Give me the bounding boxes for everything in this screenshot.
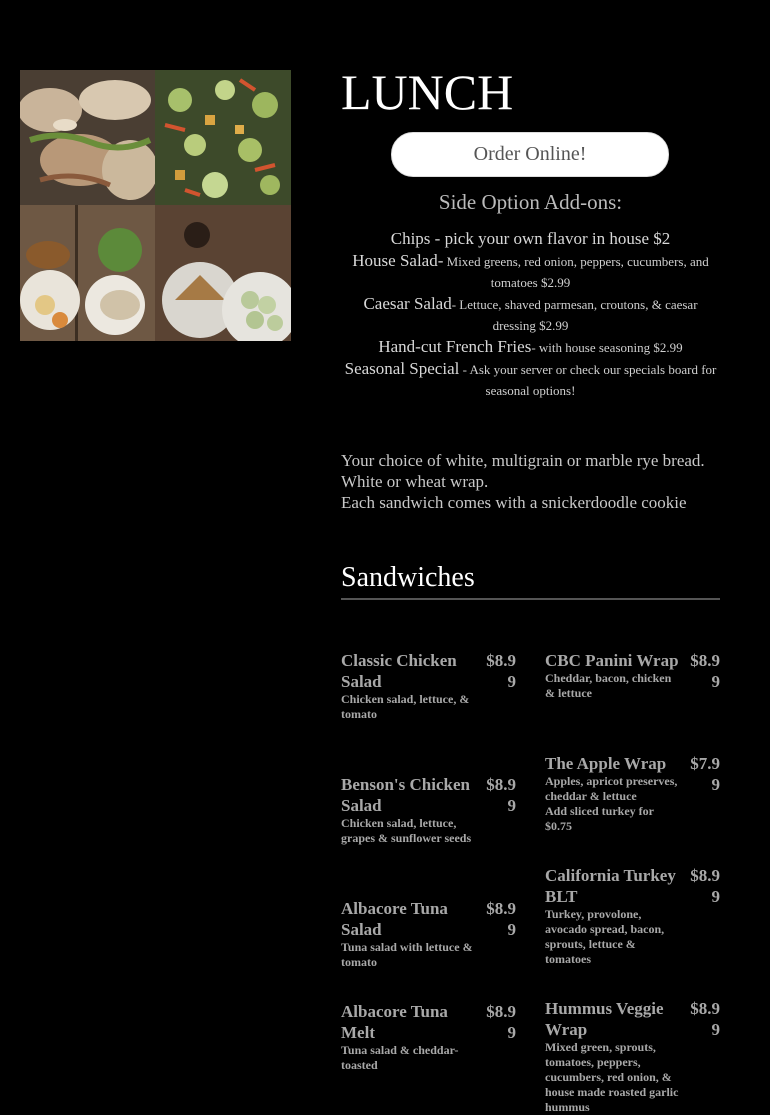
sandwich-and-wrap-photo [20, 205, 155, 341]
menu-item-desc: Tuna salad with lettuce & tomato [341, 940, 473, 969]
side-option [341, 228, 720, 250]
side-option-name: Caesar Salad [363, 294, 452, 313]
menu-item [545, 753, 720, 834]
menu-item-desc: Turkey, provolone, avocado spread, bacon, sprouts, lettuce & tomatoes [545, 907, 665, 966]
side-option-desc: - Ask your server or check our specials board for seasonal options! [459, 362, 717, 398]
menu-item-name: Classic Chicken Salad [341, 651, 457, 691]
order-online-button[interactable]: Order Online! [391, 132, 669, 177]
menu-item-name: Albacore Tuna Melt [341, 1002, 448, 1042]
side-option [341, 358, 720, 401]
side-option [341, 293, 720, 336]
salad-photo [155, 70, 291, 205]
menu-item-desc: Chicken salad, lettuce, grapes & sunflower seeds [341, 816, 472, 845]
menu-item-name: Albacore Tuna Salad [341, 899, 448, 939]
side-option-name: Hand-cut French Fries [378, 337, 532, 356]
menu-item-name: The Apple Wrap [545, 754, 667, 773]
menu-item-name: Benson's Chicken Salad [341, 775, 470, 815]
menu-item [341, 1001, 516, 1073]
side-options-list [341, 228, 720, 401]
menu-item-name: Hummus Veggie Wrap [545, 999, 664, 1039]
menu-item-desc: Apples, apricot preserves, cheddar & lettuce [545, 774, 678, 803]
bread-choice-text: Your choice of white, multigrain or marble rye bread. White or wheat wrap. [341, 451, 705, 491]
menu-item-price: $8.99 [690, 866, 720, 906]
menu-item-name: California Turkey BLT [545, 866, 676, 906]
menu-item-name: CBC Panini Wrap [545, 651, 679, 670]
side-option-name: Chips - pick your own flavor in house $2 [390, 229, 671, 248]
menu-item-price: $8.99 [486, 899, 516, 939]
menu-item-price: $8.99 [690, 651, 720, 691]
menu-item-desc: Tuna salad & cheddar- toasted [341, 1043, 459, 1072]
page-title: LUNCH [341, 64, 514, 120]
menu-item [341, 774, 516, 846]
side-option-desc: - Lettuce, shaved parmesan, croutons, & caesar dressing $2.99 [451, 297, 698, 333]
side-options-heading: Side Option Add-ons: [438, 190, 623, 214]
menu-item-price: $7.99 [690, 754, 720, 794]
side-option-name: House Salad- [352, 251, 444, 270]
side-option-desc: - with house seasoning $2.99 [531, 340, 683, 355]
menu-item-price: $8.99 [486, 775, 516, 815]
menu-item-addon: Add sliced turkey for $0.75 [545, 804, 654, 833]
menu-item [545, 998, 720, 1115]
sandwich-platter-photo [20, 70, 155, 205]
menu-item [341, 898, 516, 970]
menu-item-desc: Chicken salad, lettuce, & tomato [341, 692, 470, 721]
menu-item-price: $8.99 [690, 999, 720, 1039]
sandwiches-heading: Sandwiches [341, 562, 475, 593]
menu-item-desc: Mixed green, sprouts, tomatoes, peppers, cucumbers, red onion, & house made roasted garlic hummus [545, 1040, 679, 1114]
side-option-desc: Mixed greens, red onion, peppers, cucumbers, and tomatoes $2.99 [443, 254, 709, 290]
menu-item [341, 650, 516, 722]
melt-and-cucumber-salad-photo [155, 205, 291, 341]
menu-item [545, 650, 720, 701]
menu-item-desc: Cheddar, bacon, chicken & lettuce [545, 671, 672, 700]
side-option-name: Seasonal Special [344, 359, 460, 378]
photo-collage [20, 70, 291, 341]
menu-item-price: $8.99 [486, 1002, 516, 1042]
section-divider [341, 598, 720, 600]
side-option [341, 250, 720, 293]
side-option [341, 336, 720, 358]
menu-item-price: $8.99 [486, 651, 516, 691]
menu-item [545, 865, 720, 967]
cookie-note-text: Each sandwich comes with a snickerdoodle cookie [341, 493, 687, 512]
bread-options-text [341, 450, 720, 513]
